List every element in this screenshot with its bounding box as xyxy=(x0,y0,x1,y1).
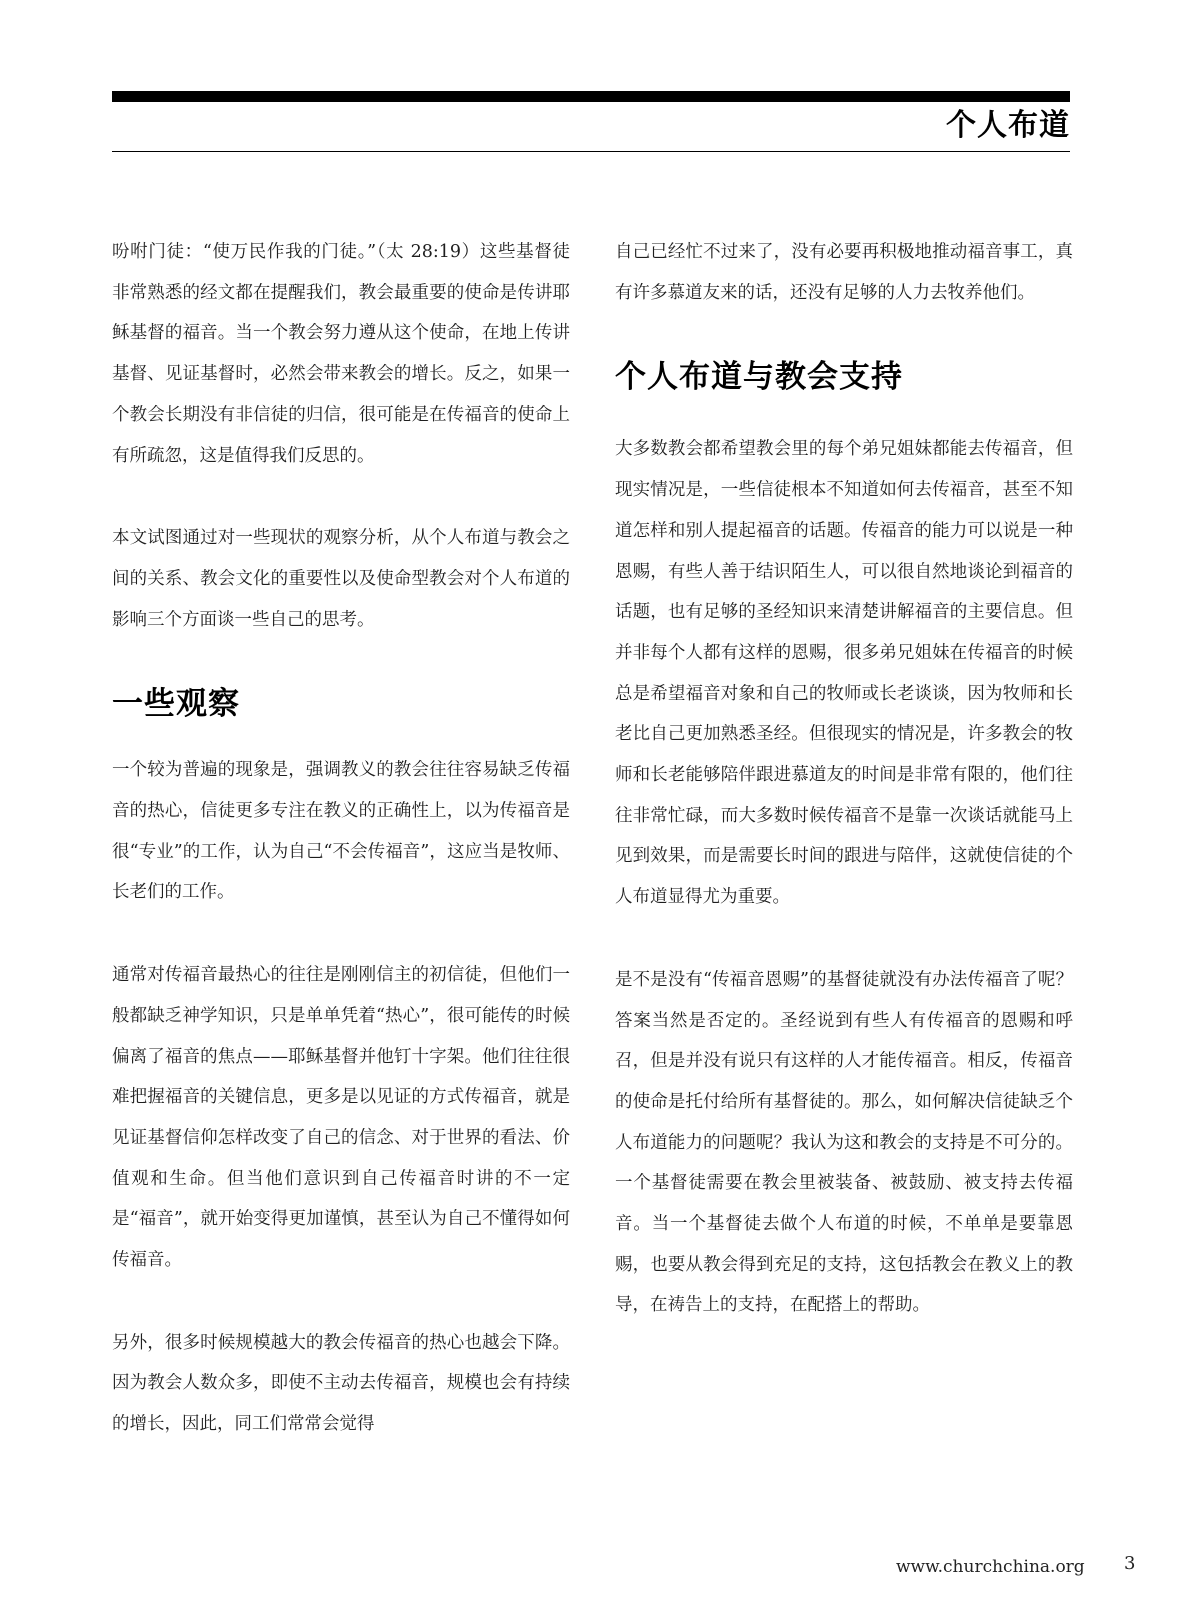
footer-url[interactable]: www.churchchina.org xyxy=(896,1557,1085,1577)
right-column xyxy=(615,232,1073,1368)
section-title: 个人布道 xyxy=(946,108,1070,143)
paragraph: 一个较为普遍的现象是，强调教义的教会往往容易缺乏传福音的热心，信徒更多专注在教义的正确性上，以为传福音是很“专业”的工作，认为自己“不会传福音”，这应当是牧师、长老们的工作。 xyxy=(112,760,570,903)
paragraph: 通常对传福音最热心的往往是刚刚信主的初信徒，但他们一般都缺乏神学知识，只是单单凭着“热心”，很可能传的时候偏离了福音的焦点——耶稣基督并他钉十字架。他们往往很难把握福音的关键信息，更多是以见证的方式传福音，就是见证基督信仰怎样改变了自己的信念、对于世界的看法、价值观和生命。但当他们意识到自己传福音时讲的不一定是“福音”，就开始变得更加谨慎，甚至认为自己不懂得如何传福音。 xyxy=(112,965,570,1271)
paragraph: 本文试图通过对一些现状的观察分析，从个人布道与教会之间的关系、教会文化的重要性以及使命型教会对个人布道的影响三个方面谈一些自己的思考。 xyxy=(112,528,570,630)
paragraph: 大多数教会都希望教会里的每个弟兄姐妹都能去传福音，但现实情况是，一些信徒根本不知道如何去传福音，甚至不知道怎样和别人提起福音的话题。传福音的能力可以说是一种恩赐，有些人善于结识陌生人，可以很自然地谈论到福音的话题，也有足够的圣经知识来清楚讲解福音的主要信息。但并非每个人都有这样的恩赐，很多弟兄姐妹在传福音的时候总是希望福音对象和自己的牧师或长老谈谈，因为牧师和长老比自己更加熟悉圣经。但很现实的情况是，许多教会的牧师和长老能够陪伴跟进慕道友的时间是非常有限的，他们往往非常忙碌，而大多数时候传福音不是靠一次谈话就能马上见到效果，而是需要长时间的跟进与陪伴，这就使信徒的个人布道显得尤为重要。 xyxy=(615,439,1073,908)
paragraph: 是不是没有“传福音恩赐”的基督徒就没有办法传福音了呢？答案当然是否定的。圣经说到有些人有传福音的恩赐和呼召，但是并没有说只有这样的人才能传福音。相反，传福音的使命是托付给所有基督徒的。那么，如何解决信徒缺乏个人布道能力的问题呢？我认为这和教会的支持是不可分的。一个基督徒需要在教会里被装备、被鼓励、被支持去传福音。当一个基督徒去做个人布道的时候，不单单是要靠恩赐，也要从教会得到充足的支持，这包括教会在教义上的教导，在祷告上的支持，在配搭上的帮助。 xyxy=(615,969,1073,1316)
heading-observations: 一些观察 xyxy=(112,686,240,723)
header-bottom-rule xyxy=(112,151,1070,152)
header-top-rule xyxy=(112,91,1070,102)
page-number: 3 xyxy=(1124,1553,1136,1574)
left-column xyxy=(112,232,570,1487)
paragraph: 吩咐门徒：“使万民作我的门徒。”（太 28:19）这些基督徒非常熟悉的经文都在提醒我们，教会最重要的使命是传讲耶稣基督的福音。当一个教会努力遵从这个使命，在地上传讲基督、见证基督时，必然会带来教会的增长。反之，如果一个教会长期没有非信徒的归信，很可能是在传福音的使命上有所疏忽，这是值得我们反思的。 xyxy=(112,242,570,466)
paragraph: 另外，很多时候规模越大的教会传福音的热心也越会下降。因为教会人数众多，即使不主动去传福音，规模也会有持续的增长，因此，同工们常常会觉得 xyxy=(112,1332,570,1435)
heading-evangelism-church-support: 个人布道与教会支持 xyxy=(615,359,903,396)
paragraph: 自己已经忙不过来了，没有必要再积极地推动福音事工，真有许多慕道友来的话，还没有足够的人力去牧养他们。 xyxy=(615,242,1073,303)
